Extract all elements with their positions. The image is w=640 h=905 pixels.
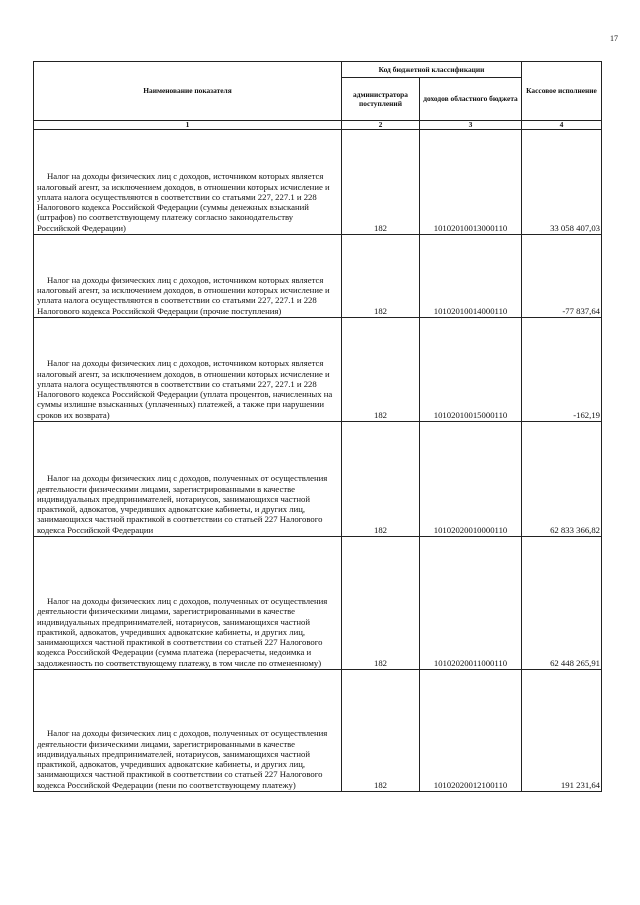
income-code-cell: 10102020011000110	[420, 537, 522, 670]
indicator-name: Налог на доходы физических лиц с доходов, источником которых является налоговый агент, за исключением доходов, в отношении которых исчисление и уплата налога осуществляются в соответствии со статьями 227, 227.1 и 228 Налогового кодекса Российской Федерации (прочие поступления)	[37, 274, 330, 316]
table-row	[34, 422, 602, 537]
header-income-code: доходов областного бюджета	[420, 78, 522, 121]
income-code-cell: 10102020010000110	[420, 422, 522, 537]
table-row	[34, 235, 602, 318]
indicator-name: Налог на доходы физических лиц с доходов, полученных от осуществления деятельности физическими лицами, зарегистрированными в качестве индивидуальных предпринимателей, нотариусов, занимающихся частной практикой, адвокатов, учредивших адвокатские кабинеты, и других лиц, занимающихся частной практикой в соответствии со статьей 227 Налогового кодекса Российской Федерации	[37, 473, 328, 535]
table-row	[34, 130, 602, 235]
administrator-code-cell: 182	[342, 422, 420, 537]
table-row	[34, 318, 602, 422]
indicator-name-cell	[34, 422, 342, 537]
indicator-name-cell	[34, 537, 342, 670]
cash-execution-cell: 62 833 366,82	[522, 422, 602, 537]
table-row	[34, 670, 602, 792]
column-number: 3	[420, 121, 522, 130]
indicator-name-cell	[34, 670, 342, 792]
income-code-cell: 10102010014000110	[420, 235, 522, 318]
column-number: 4	[522, 121, 602, 130]
header-administrator-code: администратора поступлений	[342, 78, 420, 121]
income-code-cell: 10102010015000110	[420, 318, 522, 422]
administrator-code-cell: 182	[342, 318, 420, 422]
administrator-code-cell: 182	[342, 670, 420, 792]
administrator-code-cell: 182	[342, 235, 420, 318]
cash-execution-cell: -162,19	[522, 318, 602, 422]
table-row	[34, 537, 602, 670]
indicator-name: Налог на доходы физических лиц с доходов, полученных от осуществления деятельности физическими лицами, зарегистрированными в качестве индивидуальных предпринимателей, нотариусов, занимающихся частной практикой, адвокатов, учредивших адвокатские кабинеты, и других лиц, занимающихся частной практикой в соответствии со статьей 227 Налогового кодекса Российской Федерации (сумма платежа (перерасчеты, недоимка и задолженность по соответствующему платежу, в том числе по отмененному)	[37, 595, 328, 668]
column-number: 2	[342, 121, 420, 130]
indicator-name: Налог на доходы физических лиц с доходов, полученных от осуществления деятельности физическими лицами, зарегистрированными в качестве индивидуальных предпринимателей, нотариусов, занимающихся частной практикой, адвокатов, учредивших адвокатские кабинеты, и других лиц, занимающихся частной практикой в соответствии со статьей 227 Налогового кодекса Российской Федерации (пени по соответствующему платежу)	[37, 728, 328, 790]
indicator-name: Налог на доходы физических лиц с доходов, источником которых является налоговый агент, за исключением доходов, в отношении которых исчисление и уплата налога осуществляются в соответствии со статьями 227, 227.1 и 228 Налогового кодекса Российской Федерации (суммы денежных взысканий (штрафов) по соответствующему платежу согласно законодательству Российской Федерации)	[37, 171, 330, 233]
cash-execution-cell: 191 231,64	[522, 670, 602, 792]
indicator-name-cell	[34, 235, 342, 318]
header-budget-classification-code: Код бюджетной классификации	[342, 62, 522, 78]
cash-execution-cell: 62 448 265,91	[522, 537, 602, 670]
income-code-cell: 10102010013000110	[420, 130, 522, 235]
indicator-name-cell	[34, 318, 342, 422]
indicator-name-cell	[34, 130, 342, 235]
column-number: 1	[34, 121, 342, 130]
cash-execution-cell: 33 058 407,03	[522, 130, 602, 235]
income-code-cell: 10102020012100110	[420, 670, 522, 792]
page-number: 17	[610, 34, 618, 43]
header-indicator-name: Наименование показателя	[34, 62, 342, 121]
budget-execution-table	[33, 61, 602, 792]
administrator-code-cell: 182	[342, 130, 420, 235]
administrator-code-cell: 182	[342, 537, 420, 670]
header-cash-execution: Кассовое исполнение	[522, 62, 602, 121]
cash-execution-cell: -77 837,64	[522, 235, 602, 318]
indicator-name: Налог на доходы физических лиц с доходов, источником которых является налоговый агент, за исключением доходов, в отношении которых исчисление и уплата налога осуществляются в соответствии со статьями 227, 227.1 и 228 Налогового кодекса Российской Федерации (уплата процентов, начисленных на суммы излишне взысканных (уплаченных) платежей, а также при нарушении сроков их возврата)	[37, 358, 333, 420]
